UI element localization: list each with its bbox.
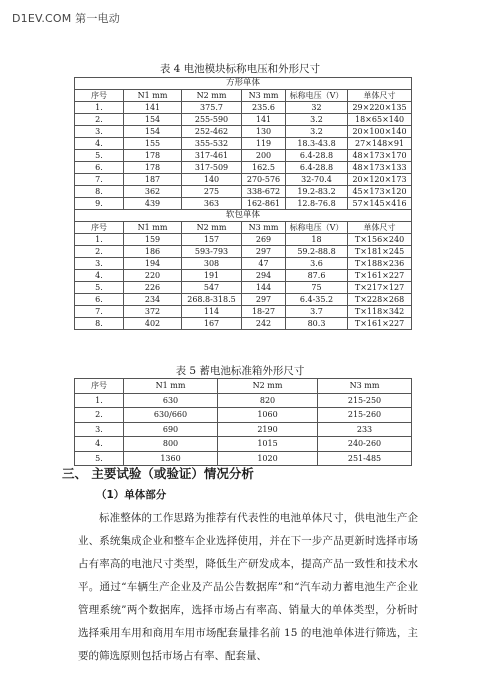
header-cell: N1 mm: [124, 379, 218, 394]
header-cell: 序号: [75, 90, 124, 102]
table-cell: 297: [242, 294, 286, 306]
battery-module-table: [74, 77, 412, 330]
table-cell: T×118×342: [348, 306, 412, 318]
table4-caption: 表 4 电池模块标称电压和外形尺寸: [159, 63, 321, 75]
header-cell: N2 mm: [218, 379, 318, 394]
table-cell: 141: [242, 114, 286, 126]
table-cell: 215-250: [318, 393, 412, 408]
table-cell: 48×173×170: [348, 150, 412, 162]
table-cell: 2190: [218, 422, 318, 437]
table-cell: 12.8-76.8: [286, 198, 348, 210]
table-cell: 234: [124, 294, 182, 306]
group-row: [75, 210, 412, 222]
table-cell: 167: [182, 318, 242, 330]
header-cell: N3 mm: [318, 379, 412, 394]
table-row: [75, 393, 412, 408]
table-cell: 191: [182, 270, 242, 282]
table-row: [75, 198, 412, 210]
table-cell: 3.2: [286, 114, 348, 126]
table-cell: 2.: [75, 408, 124, 423]
table-cell: 187: [124, 174, 182, 186]
section-heading: 三、 主要试验（或验证）情况分析: [62, 466, 254, 481]
table-cell: 220: [124, 270, 182, 282]
table-cell: 6.4-35.2: [286, 294, 348, 306]
table-cell: 2.: [75, 114, 124, 126]
table-cell: 57×145×416: [348, 198, 412, 210]
header-cell: 标称电压（V）: [286, 222, 348, 234]
table-row: [75, 102, 412, 114]
header-cell: 单体尺寸: [348, 90, 412, 102]
table-cell: 235.6: [242, 102, 286, 114]
table-cell: T×161×227: [348, 318, 412, 330]
table-cell: 355-532: [182, 138, 242, 150]
header-cell: N1 mm: [124, 222, 182, 234]
table-cell: 48×173×133: [348, 162, 412, 174]
table-cell: 593-793: [182, 246, 242, 258]
table-cell: 3.2: [286, 126, 348, 138]
table-cell: 242: [242, 318, 286, 330]
header-cell: 标称电压（V）: [286, 90, 348, 102]
header-cell: 序号: [75, 379, 124, 394]
table-cell: 375.7: [182, 102, 242, 114]
table-cell: 630: [124, 393, 218, 408]
table-row: [75, 174, 412, 186]
table-cell: 800: [124, 437, 218, 452]
table-cell: 1015: [218, 437, 318, 452]
table-cell: 87.6: [286, 270, 348, 282]
table-row: [75, 186, 412, 198]
table-cell: 317-509: [182, 162, 242, 174]
table-cell: 162-861: [242, 198, 286, 210]
header-cell: N2 mm: [182, 90, 242, 102]
table-cell: 18.3-43.8: [286, 138, 348, 150]
table-cell: 18-27: [242, 306, 286, 318]
header-cell: 序号: [75, 222, 124, 234]
table-cell: 251-485: [318, 451, 412, 466]
table-cell: T×228×268: [348, 294, 412, 306]
table-row: [75, 246, 412, 258]
table-cell: 270-576: [242, 174, 286, 186]
table-row: [75, 150, 412, 162]
table-cell: 308: [182, 258, 242, 270]
table-cell: 7.: [75, 174, 124, 186]
table-cell: 297: [242, 246, 286, 258]
table-cell: 27×148×91: [348, 138, 412, 150]
header-cell: N2 mm: [182, 222, 242, 234]
table-row: [75, 270, 412, 282]
table-cell: 6.4-28.8: [286, 150, 348, 162]
table-cell: 186: [124, 246, 182, 258]
table-cell: 7.: [75, 306, 124, 318]
table-cell: 226: [124, 282, 182, 294]
table-cell: 252-462: [182, 126, 242, 138]
header-row: [75, 90, 412, 102]
table-cell: 4.: [75, 138, 124, 150]
site-watermark: D1EV.COM 第一电动: [12, 12, 120, 25]
table-cell: 144: [242, 282, 286, 294]
table-cell: T×161×227: [348, 270, 412, 282]
table-cell: 32-70.4: [286, 174, 348, 186]
table-row: [75, 408, 412, 423]
subsection-heading: （1）单体部分: [96, 489, 167, 501]
table-row: [75, 437, 412, 452]
table-cell: 255-590: [182, 114, 242, 126]
table-cell: 29×220×135: [348, 102, 412, 114]
battery-box-table: [74, 378, 412, 466]
table-cell: 363: [182, 198, 242, 210]
table-cell: 20×120×173: [348, 174, 412, 186]
table-cell: 140: [182, 174, 242, 186]
table-cell: 3.: [75, 422, 124, 437]
table-cell: 155: [124, 138, 182, 150]
table-cell: 32: [286, 102, 348, 114]
header-cell: 单体尺寸: [348, 222, 412, 234]
table-cell: 1.: [75, 393, 124, 408]
header-cell: N3 mm: [242, 222, 286, 234]
table-cell: 5.: [75, 451, 124, 466]
table-row: [75, 294, 412, 306]
table-cell: 59.2-88.8: [286, 246, 348, 258]
table-row: [75, 306, 412, 318]
header-cell: N1 mm: [124, 90, 182, 102]
table-cell: T×181×245: [348, 246, 412, 258]
table-cell: 18×65×140: [348, 114, 412, 126]
table-cell: 20×100×140: [348, 126, 412, 138]
table-row: [75, 318, 412, 330]
table-cell: 80.3: [286, 318, 348, 330]
table-cell: 1.: [75, 102, 124, 114]
table-cell: 1060: [218, 408, 318, 423]
table-cell: 1.: [75, 234, 124, 246]
table-cell: 162.5: [242, 162, 286, 174]
table-cell: 9.: [75, 198, 124, 210]
table-cell: 269: [242, 234, 286, 246]
table-cell: 194: [124, 258, 182, 270]
table-cell: 6.: [75, 294, 124, 306]
table-row: [75, 138, 412, 150]
table-row: [75, 162, 412, 174]
table-cell: 630/660: [124, 408, 218, 423]
table-cell: T×156×240: [348, 234, 412, 246]
table-cell: 75: [286, 282, 348, 294]
table-cell: 4.: [75, 270, 124, 282]
table-cell: 402: [124, 318, 182, 330]
table-cell: 200: [242, 150, 286, 162]
table-cell: 3.: [75, 258, 124, 270]
table-cell: 157: [182, 234, 242, 246]
table-cell: 3.7: [286, 306, 348, 318]
body-paragraph: 标准整体的工作思路为推荐有代表性的电池单体尺寸，供电池生产企业、系统集成企业和整车企业选择使用，并在下一步产品更新时选择市场占有率高的电池尺寸类型，降低生产研发成本，提高产品一致性和技术水平。通过“车辆生产企业及产品公告数据库”和“汽车动力蓄电池生产企业管理系统”两个数据库，选择市场占有率高、销量大的单体类型，分析时选择乘用车用和商用车用市场配套量排名前 15 的电池单体进行筛选，主要的筛选原则包括市场占有率、配套量、: [78, 512, 418, 662]
group-row: [75, 78, 412, 90]
table-cell: 233: [318, 422, 412, 437]
table-cell: 362: [124, 186, 182, 198]
table-cell: 215-260: [318, 408, 412, 423]
header-row: [75, 222, 412, 234]
table-cell: 4.: [75, 437, 124, 452]
table-cell: 240-260: [318, 437, 412, 452]
table-cell: 6.: [75, 162, 124, 174]
table-cell: 159: [124, 234, 182, 246]
table-row: [75, 234, 412, 246]
table-row: [75, 126, 412, 138]
table-cell: 154: [124, 126, 182, 138]
table-cell: 690: [124, 422, 218, 437]
table-cell: 47: [242, 258, 286, 270]
table-cell: 119: [242, 138, 286, 150]
group-label: 软包单体: [75, 210, 412, 222]
table-cell: 439: [124, 198, 182, 210]
table-cell: T×217×127: [348, 282, 412, 294]
table-cell: 5.: [75, 150, 124, 162]
table-cell: 1020: [218, 451, 318, 466]
table-cell: 178: [124, 150, 182, 162]
table-cell: 268.8-318.5: [182, 294, 242, 306]
table-cell: 3.: [75, 126, 124, 138]
header-row: [75, 379, 412, 394]
table-cell: 19.2-83.2: [286, 186, 348, 198]
table-cell: 338-672: [242, 186, 286, 198]
table-cell: 130: [242, 126, 286, 138]
table-cell: 275: [182, 186, 242, 198]
table-cell: 547: [182, 282, 242, 294]
table5-caption: 表 5 蓄电池标准箱外形尺寸: [175, 365, 305, 377]
table-cell: 6.4-28.8: [286, 162, 348, 174]
group-label: 方形单体: [75, 78, 412, 90]
table-cell: 5.: [75, 282, 124, 294]
table-cell: 1360: [124, 451, 218, 466]
table-cell: 141: [124, 102, 182, 114]
table-row: [75, 258, 412, 270]
table-cell: T×188×236: [348, 258, 412, 270]
table-cell: 294: [242, 270, 286, 282]
table-cell: 45×173×120: [348, 186, 412, 198]
table-row: [75, 114, 412, 126]
table-cell: 114: [182, 306, 242, 318]
table-cell: 178: [124, 162, 182, 174]
header-cell: N3 mm: [242, 90, 286, 102]
table-row: [75, 422, 412, 437]
table-cell: 18: [286, 234, 348, 246]
table-row: [75, 282, 412, 294]
table-cell: 8.: [75, 186, 124, 198]
table-cell: 2.: [75, 246, 124, 258]
table-cell: 8.: [75, 318, 124, 330]
table-cell: 317-461: [182, 150, 242, 162]
table-cell: 820: [218, 393, 318, 408]
table-cell: 372: [124, 306, 182, 318]
table-cell: 3.6: [286, 258, 348, 270]
table-cell: 154: [124, 114, 182, 126]
